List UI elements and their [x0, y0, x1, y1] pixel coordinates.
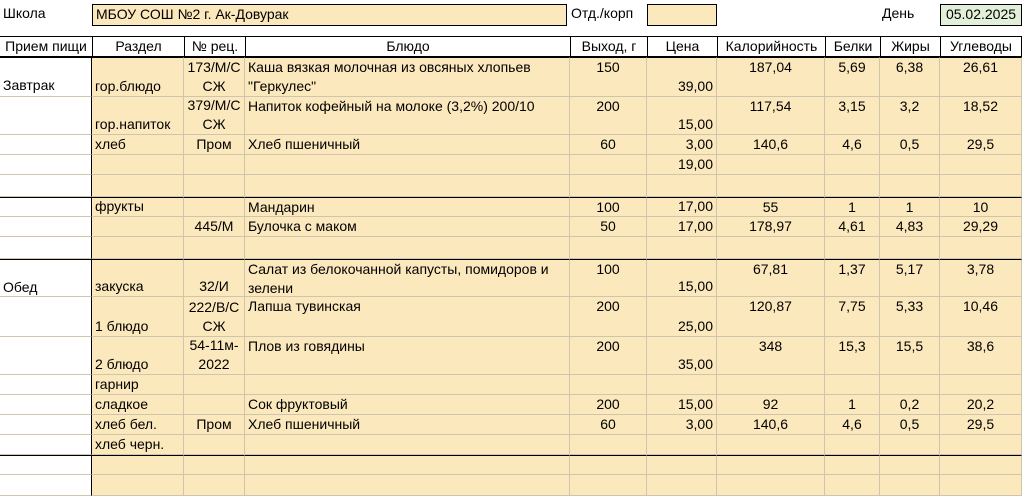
dish-cell[interactable]: Лапша тувинская: [245, 297, 570, 337]
protein-cell[interactable]: [825, 375, 880, 395]
fat-cell[interactable]: 0,2: [880, 395, 940, 415]
meal-cell[interactable]: [0, 395, 92, 415]
fat-cell[interactable]: 15,5: [880, 337, 940, 375]
price-cell[interactable]: 15,00: [647, 97, 717, 135]
meal-cell[interactable]: [0, 455, 92, 475]
carbs-col-header: Углеводы: [940, 36, 1022, 57]
section-cell[interactable]: [92, 237, 184, 259]
meal-cell[interactable]: Завтрак: [0, 57, 92, 97]
price-cell[interactable]: 35,00: [647, 337, 717, 375]
calories-cell[interactable]: 187,04: [717, 57, 825, 97]
section-col-header: Раздел: [92, 36, 184, 57]
fat-cell[interactable]: [880, 155, 940, 175]
carbs-cell[interactable]: [940, 175, 1022, 197]
section-cell[interactable]: хлеб: [92, 135, 184, 155]
recipe-cell[interactable]: Пром: [184, 415, 245, 435]
dish-cell[interactable]: Напиток кофейный на молоке (3,2%) 200/10: [245, 97, 570, 135]
protein-cell[interactable]: [825, 455, 880, 475]
fat-cell[interactable]: [880, 435, 940, 455]
fat-cell[interactable]: [880, 237, 940, 259]
output-cell[interactable]: [570, 375, 647, 395]
fat-cell[interactable]: [880, 455, 940, 475]
fat-cell[interactable]: 3,2: [880, 97, 940, 135]
price-cell[interactable]: [647, 435, 717, 455]
day-cell[interactable]: 05.02.2025: [940, 4, 1022, 26]
protein-cell[interactable]: 5,69: [825, 57, 880, 97]
protein-cell[interactable]: 7,75: [825, 297, 880, 337]
carbs-cell[interactable]: [940, 435, 1022, 455]
calories-cell[interactable]: 92: [717, 395, 825, 415]
protein-cell[interactable]: 4,61: [825, 217, 880, 237]
price-cell[interactable]: 15,00: [647, 395, 717, 415]
price-cell[interactable]: 15,00: [647, 259, 717, 297]
meal-cell[interactable]: [0, 135, 92, 155]
calories-cell[interactable]: [717, 155, 825, 175]
output-cell[interactable]: 50: [570, 217, 647, 237]
recipe-cell[interactable]: Пром: [184, 135, 245, 155]
meal-cell[interactable]: [0, 435, 92, 455]
calories-cell[interactable]: [717, 435, 825, 455]
calories-cell[interactable]: 55: [717, 197, 825, 217]
carbs-cell[interactable]: [940, 237, 1022, 259]
calories-cell[interactable]: 140,6: [717, 135, 825, 155]
recipe-cell[interactable]: [184, 155, 245, 175]
section-cell[interactable]: сладкое: [92, 395, 184, 415]
carbs-cell[interactable]: 10,46: [940, 297, 1022, 337]
section-cell[interactable]: [92, 475, 184, 496]
carbs-cell[interactable]: [940, 455, 1022, 475]
recipe-cell[interactable]: [184, 175, 245, 197]
dish-cell[interactable]: Мандарин: [245, 197, 570, 217]
carbs-cell[interactable]: 18,52: [940, 97, 1022, 135]
recipe-cell[interactable]: 54-11м- 2022: [184, 337, 245, 375]
calories-cell[interactable]: 178,97: [717, 217, 825, 237]
output-cell[interactable]: 100: [570, 259, 647, 297]
calories-cell[interactable]: 140,6: [717, 415, 825, 435]
section-cell[interactable]: 2 блюдо: [92, 337, 184, 375]
school-name-cell[interactable]: МБОУ СОШ №2 г. Ак-Довурак: [92, 4, 567, 26]
section-cell[interactable]: гор.напиток: [92, 97, 184, 135]
section-cell[interactable]: [92, 217, 184, 237]
calories-cell[interactable]: [717, 237, 825, 259]
price-cell[interactable]: 3,00: [647, 415, 717, 435]
output-cell[interactable]: [570, 237, 647, 259]
recipe-cell[interactable]: [184, 237, 245, 259]
price-cell[interactable]: [647, 237, 717, 259]
recipe-col-header: № рец.: [184, 36, 245, 57]
carbs-cell[interactable]: [940, 375, 1022, 395]
dish-cell[interactable]: Хлеб пшеничный: [245, 415, 570, 435]
carbs-cell[interactable]: 38,6: [940, 337, 1022, 375]
protein-cell[interactable]: 1: [825, 395, 880, 415]
dish-cell[interactable]: [245, 475, 570, 496]
dish-cell[interactable]: [245, 237, 570, 259]
protein-cell[interactable]: 15,3: [825, 337, 880, 375]
output-cell[interactable]: 60: [570, 415, 647, 435]
section-cell[interactable]: [92, 455, 184, 475]
price-col-header: Цена: [647, 36, 717, 57]
price-cell[interactable]: 3,00: [647, 135, 717, 155]
calories-cell[interactable]: 120,87: [717, 297, 825, 337]
protein-col-header: Белки: [825, 36, 880, 57]
dish-cell[interactable]: Плов из говядины: [245, 337, 570, 375]
dept-cell[interactable]: [647, 4, 717, 26]
price-cell[interactable]: 17,00: [647, 217, 717, 237]
fat-cell[interactable]: 1: [880, 197, 940, 217]
meal-cell[interactable]: [0, 375, 92, 395]
fat-cell[interactable]: 6,38: [880, 57, 940, 97]
section-cell[interactable]: гарнир: [92, 375, 184, 395]
protein-cell[interactable]: [825, 175, 880, 197]
fat-cell[interactable]: 5,17: [880, 259, 940, 297]
price-cell[interactable]: [647, 475, 717, 496]
section-cell[interactable]: хлеб бел.: [92, 415, 184, 435]
recipe-cell[interactable]: 379/М/С СЖ: [184, 97, 245, 135]
section-cell[interactable]: закуска: [92, 259, 184, 297]
price-cell[interactable]: [647, 375, 717, 395]
meal-cell[interactable]: [0, 97, 92, 135]
day-label: День: [882, 5, 915, 21]
protein-cell[interactable]: [825, 475, 880, 496]
recipe-cell[interactable]: 445/М: [184, 217, 245, 237]
carbs-cell[interactable]: [940, 475, 1022, 496]
output-cell[interactable]: [570, 175, 647, 197]
dish-cell[interactable]: Сок фруктовый: [245, 395, 570, 415]
price-cell[interactable]: 25,00: [647, 297, 717, 337]
calories-col-header: Калорийность: [717, 36, 825, 57]
meal-cell[interactable]: [0, 297, 92, 337]
output-cell[interactable]: [570, 155, 647, 175]
carbs-cell[interactable]: 29,5: [940, 135, 1022, 155]
price-cell[interactable]: [647, 175, 717, 197]
dish-cell[interactable]: [245, 375, 570, 395]
meal-cell[interactable]: [0, 475, 92, 496]
dish-cell[interactable]: Каша вязкая молочная из овсяных хлопьев "Геркулес": [245, 57, 570, 97]
protein-cell[interactable]: [825, 237, 880, 259]
protein-cell[interactable]: 4,6: [825, 135, 880, 155]
section-cell[interactable]: хлеб черн.: [92, 435, 184, 455]
dish-cell[interactable]: [245, 455, 570, 475]
carbs-cell[interactable]: 10: [940, 197, 1022, 217]
carbs-cell[interactable]: 26,61: [940, 57, 1022, 97]
fat-col-header: Жиры: [880, 36, 940, 57]
carbs-cell[interactable]: 29,29: [940, 217, 1022, 237]
price-cell[interactable]: [647, 455, 717, 475]
recipe-cell[interactable]: 222/В/С СЖ: [184, 297, 245, 337]
section-cell[interactable]: гор.блюдо: [92, 57, 184, 97]
dish-cell[interactable]: [245, 175, 570, 197]
dish-cell[interactable]: Хлеб пшеничный: [245, 135, 570, 155]
meal-cell[interactable]: [0, 415, 92, 435]
fat-cell[interactable]: 0,5: [880, 415, 940, 435]
output-cell[interactable]: 150: [570, 57, 647, 97]
meal-cell[interactable]: [0, 155, 92, 175]
meal-cell[interactable]: [0, 197, 92, 217]
recipe-cell[interactable]: 32/И: [184, 259, 245, 297]
section-cell[interactable]: фрукты: [92, 197, 184, 217]
protein-cell[interactable]: [825, 155, 880, 175]
output-cell[interactable]: 60: [570, 135, 647, 155]
dept-label: Отд./корп: [571, 5, 634, 21]
calories-cell[interactable]: [717, 455, 825, 475]
output-cell[interactable]: 200: [570, 395, 647, 415]
section-cell[interactable]: [92, 155, 184, 175]
dish-col-header: Блюдо: [245, 36, 570, 57]
price-cell[interactable]: 19,00: [647, 155, 717, 175]
recipe-cell[interactable]: 173/М/С СЖ: [184, 57, 245, 97]
output-cell[interactable]: [570, 475, 647, 496]
carbs-cell[interactable]: [940, 155, 1022, 175]
recipe-cell[interactable]: [184, 197, 245, 217]
recipe-cell[interactable]: [184, 475, 245, 496]
carbs-cell[interactable]: 20,2: [940, 395, 1022, 415]
meal-col-header: Прием пищи: [0, 36, 92, 57]
output-col-header: Выход, г: [570, 36, 647, 57]
protein-cell[interactable]: 4,6: [825, 415, 880, 435]
output-cell[interactable]: 200: [570, 297, 647, 337]
protein-cell[interactable]: 3,15: [825, 97, 880, 135]
carbs-cell[interactable]: 3,78: [940, 259, 1022, 297]
section-cell[interactable]: [92, 175, 184, 197]
price-cell[interactable]: 17,00: [647, 197, 717, 217]
calories-cell[interactable]: [717, 175, 825, 197]
protein-cell[interactable]: 1: [825, 197, 880, 217]
meal-cell[interactable]: Обед: [0, 259, 92, 297]
meal-cell[interactable]: [0, 237, 92, 259]
fat-cell[interactable]: 4,83: [880, 217, 940, 237]
calories-cell[interactable]: [717, 375, 825, 395]
section-cell[interactable]: 1 блюдо: [92, 297, 184, 337]
recipe-cell[interactable]: [184, 435, 245, 455]
output-cell[interactable]: 200: [570, 337, 647, 375]
meal-cell[interactable]: [0, 217, 92, 237]
meal-cell[interactable]: [0, 337, 92, 375]
output-cell[interactable]: 200: [570, 97, 647, 135]
fat-cell[interactable]: 5,33: [880, 297, 940, 337]
recipe-cell[interactable]: [184, 375, 245, 395]
fat-cell[interactable]: [880, 475, 940, 496]
calories-cell[interactable]: [717, 475, 825, 496]
recipe-cell[interactable]: [184, 395, 245, 415]
dish-cell[interactable]: [245, 155, 570, 175]
calories-cell[interactable]: 348: [717, 337, 825, 375]
school-label: Школа: [3, 5, 46, 21]
dish-cell[interactable]: [245, 435, 570, 455]
meal-cell[interactable]: [0, 175, 92, 197]
price-cell[interactable]: 39,00: [647, 57, 717, 97]
protein-cell[interactable]: [825, 435, 880, 455]
calories-cell[interactable]: 117,54: [717, 97, 825, 135]
output-cell[interactable]: [570, 435, 647, 455]
fat-cell[interactable]: 0,5: [880, 135, 940, 155]
output-cell[interactable]: [570, 455, 647, 475]
calories-cell[interactable]: 67,81: [717, 259, 825, 297]
output-cell[interactable]: 100: [570, 197, 647, 217]
carbs-cell[interactable]: 29,5: [940, 415, 1022, 435]
recipe-cell[interactable]: [184, 455, 245, 475]
dish-cell[interactable]: Салат из белокочанной капусты, помидоров и зелени: [245, 259, 570, 297]
fat-cell[interactable]: [880, 175, 940, 197]
fat-cell[interactable]: [880, 375, 940, 395]
dish-cell[interactable]: Булочка с маком: [245, 217, 570, 237]
protein-cell[interactable]: 1,37: [825, 259, 880, 297]
